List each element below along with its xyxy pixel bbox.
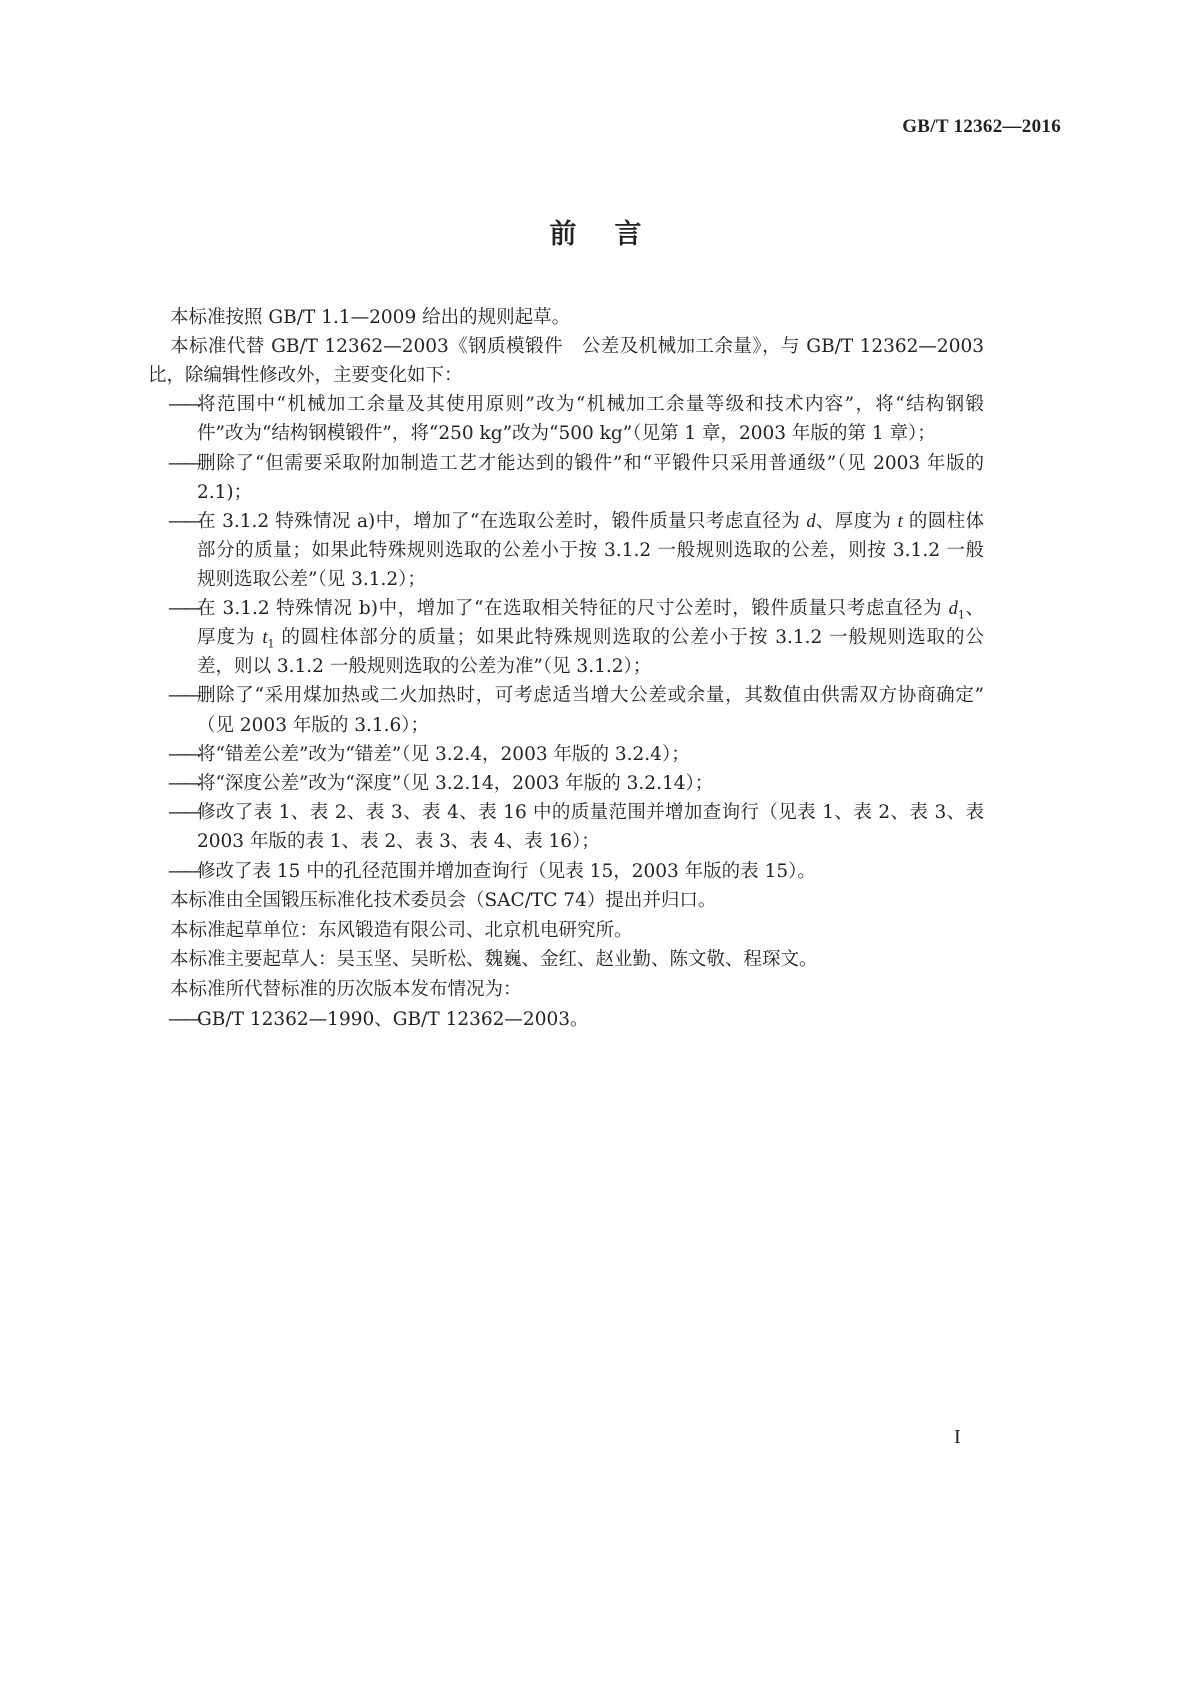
- list-item-line: 2.1)；: [197, 482, 253, 503]
- text-segment: 的圆柱体部分的质量；如果此特殊规则选取的公差小于按 3.1.2 一般规则选取的公: [274, 627, 984, 648]
- list-dash: ——: [168, 744, 199, 765]
- subscript: 1: [267, 637, 275, 650]
- page-title: 前言: [549, 219, 680, 250]
- list-item-line: 将范围中“机械加工余量及其使用原则”改为“机械加工余量等级和技术内容”，将“结构钢锻: [197, 394, 984, 415]
- paragraph-line: 本标准由全国锻压标准化技术委员会（SAC/TC 74）提出并归口。: [170, 890, 717, 911]
- paragraph-line: 本标准所代替标准的历次版本发布情况为：: [170, 979, 522, 1000]
- list-item-line: 2003 年版的表 1、表 2、表 3、表 4、表 16）；: [197, 831, 600, 852]
- list-item-line: 部分的质量；如果此特殊规则选取的公差小于按 3.1.2 一般规则选取的公差，则按 3.1.2 一般: [197, 540, 984, 561]
- text-segment: 厚度为: [197, 627, 263, 648]
- list-item-line: 删除了“采用煤加热或二火加热时，可考虑适当增大公差或余量，其数值由供需双方协商确定”: [197, 685, 984, 706]
- list-dash: ——: [168, 802, 199, 823]
- list-dash: ——: [168, 861, 199, 882]
- variable-t: t: [897, 512, 903, 532]
- list-dash: ——: [168, 598, 199, 619]
- list-item-line: 规则选取公差”（见 3.1.2）；: [197, 569, 426, 590]
- list-item-line: 将“深度公差”改为“深度”（见 3.2.14，2003 年版的 3.2.14）；: [197, 773, 714, 794]
- list-item-line: [197, 626, 984, 650]
- list-item-line: 删除了“但需要采取附加制造工艺才能达到的锻件”和“平锻件只采用普通级”（见 2003 年版的: [197, 453, 984, 474]
- list-item-line: 将“错差公差”改为“错差”（见 3.2.4，2003 年版的 3.2.4）；: [197, 744, 690, 765]
- variable-d: d: [806, 512, 816, 532]
- list-item-line: 修改了表 1、表 2、表 3、表 4、表 16 中的质量范围并增加查询行（见表 1、表 2、表 3、表: [197, 802, 984, 823]
- standard-code-header: GB/T 12362—2016: [902, 116, 1061, 137]
- list-item-line: [197, 510, 984, 534]
- list-dash: ——: [168, 511, 199, 532]
- list-item-line: 件”改为“结构钢模锻件”，将“250 kg”改为“500 kg”（见第 1 章，2003 年版的第 1 章）；: [197, 423, 936, 444]
- text-segment: 在 3.1.2 特殊情况 b)中，增加了“在选取相关特征的尺寸公差时，锻件质量只考虑直径为: [197, 598, 949, 619]
- list-item-line: [197, 597, 984, 621]
- paragraph-line: 本标准起草单位：东风锻造有限公司、北京机电研究所。: [170, 920, 633, 941]
- paragraph-line: 本标准主要起草人：吴玉坚、吴昕松、魏巍、金红、赵业勤、陈文敬、程琛文。: [170, 949, 818, 970]
- list-item-line: 差，则以 3.1.2 一般规则选取的公差为准”（见 3.1.2）；: [197, 656, 652, 677]
- list-dash: ——: [168, 685, 199, 706]
- subscript: 1: [957, 608, 965, 621]
- list-item-line: GB/T 12362—1990、GB/T 12362—2003。: [197, 1009, 589, 1030]
- list-item-line: 修改了表 15 中的孔径范围并增加查询行（见表 15，2003 年版的表 15）。: [197, 861, 816, 882]
- paragraph-line: 比，除编辑性修改外，主要变化如下：: [148, 365, 463, 386]
- text-segment: 的圆柱体: [902, 511, 984, 532]
- text-segment: 、厚度为: [815, 511, 898, 532]
- list-dash: ——: [168, 1009, 199, 1030]
- page-number: I: [954, 1426, 961, 1448]
- text-segment: 、: [964, 598, 984, 619]
- text-segment: 在 3.1.2 特殊情况 a)中，增加了“在选取公差时，锻件质量只考虑直径为: [197, 511, 807, 532]
- list-dash: ——: [168, 453, 199, 474]
- list-item-line: （见 2003 年版的 3.1.6）；: [197, 715, 430, 736]
- variable-t1: t: [262, 628, 268, 648]
- variable-d1: d: [948, 599, 958, 619]
- paragraph-line: 本标准代替 GB/T 12362—2003《钢质模锻件 公差及机械加工余量》，与 GB/T 12362—2003: [170, 336, 984, 357]
- paragraph-line: 本标准按照 GB/T 1.1—2009 给出的规则起草。: [170, 307, 571, 328]
- list-dash: ——: [168, 394, 199, 415]
- list-dash: ——: [168, 773, 199, 794]
